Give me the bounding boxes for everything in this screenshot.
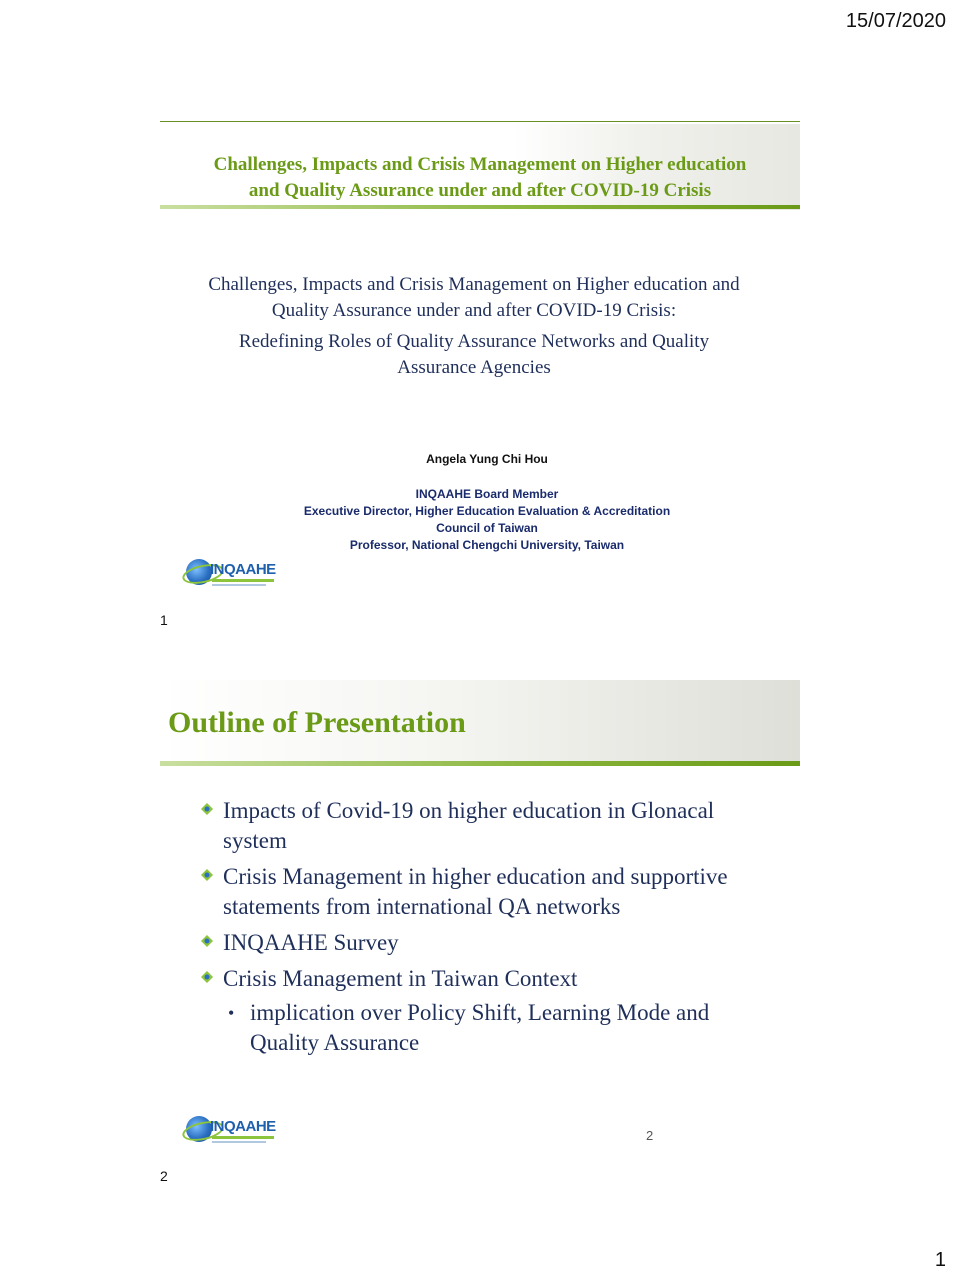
- slide1-header-rule: [160, 205, 800, 209]
- slide2-title: Outline of Presentation: [168, 706, 466, 739]
- logo-wordmark: INQAAHE: [210, 1118, 276, 1135]
- logo-tagline-bar: [212, 1136, 274, 1139]
- sub-list-item: [200, 998, 770, 1058]
- slide1-header-title-line1: Challenges, Impacts and Crisis Management on Higher education: [213, 154, 747, 175]
- slide1-header-title: [160, 152, 800, 204]
- slide1-affiliation-line: Executive Director, Higher Education Evaluation & Accreditation: [303, 504, 671, 518]
- slide1-affiliation-line: Professor, National Chengchi University, Taiwan: [349, 538, 625, 552]
- sub-bullet-text: implication over Policy Shift, Learning Mode and Quality Assurance: [250, 1000, 710, 1055]
- bullet-text: Crisis Management in Taiwan Context: [223, 966, 578, 991]
- slide1-affiliation-line: Council of Taiwan: [436, 521, 538, 535]
- list-item: [200, 862, 770, 922]
- leaf-bullet-icon: [200, 934, 214, 948]
- slide1-main-title-line2: Quality Assurance under and after COVID-19 Crisis:: [271, 300, 677, 321]
- inqaahe-logo: [182, 555, 278, 591]
- slide1-affiliation-line: INQAAHE Board Member: [415, 487, 559, 501]
- slide1-subtitle-line2: Assurance Agencies: [397, 357, 551, 378]
- leaf-bullet-icon: [200, 802, 214, 816]
- slide1-header-title-line2: and Quality Assurance under and after COVID-19 Crisis: [248, 180, 712, 201]
- slide2-bullet-list: [200, 796, 770, 1058]
- bullet-text: INQAAHE Survey: [223, 930, 399, 955]
- slide1-author: Angela Yung Chi Hou: [426, 452, 548, 466]
- dot-bullet-icon: •: [228, 1003, 235, 1023]
- leaf-bullet-icon: [200, 970, 214, 984]
- logo-tagline-bar: [212, 579, 274, 582]
- bullet-text: Impacts of Covid-19 on higher education in Glonacal system: [223, 798, 715, 853]
- list-item: [200, 964, 770, 994]
- slide1-affiliations: [160, 486, 814, 554]
- slide2-inner-page-number: 2: [646, 1128, 654, 1143]
- slide2-header-rule: [160, 761, 800, 766]
- leaf-bullet-icon: [200, 868, 214, 882]
- logo-tagline-bar-secondary: [212, 1141, 266, 1143]
- slide1-main-title: [160, 272, 788, 386]
- page-date: 15/07/2020: [845, 10, 946, 32]
- slide1-number: 1: [160, 612, 168, 628]
- slide1-top-rule: [160, 121, 800, 122]
- page-number: 1: [934, 1249, 946, 1271]
- logo-tagline-bar-secondary: [212, 584, 266, 586]
- list-item: [200, 928, 770, 958]
- list-item: [200, 796, 770, 856]
- bullet-text: Crisis Management in higher education and supportive statements from international QA networks: [223, 864, 728, 919]
- slide2-number: 2: [160, 1168, 168, 1184]
- slide1-subtitle-line1: Redefining Roles of Quality Assurance Networks and Quality: [238, 331, 710, 352]
- slide1-main-title-line1: Challenges, Impacts and Crisis Management on Higher education and: [208, 274, 740, 295]
- logo-wordmark: INQAAHE: [210, 561, 276, 578]
- inqaahe-logo: [182, 1112, 278, 1148]
